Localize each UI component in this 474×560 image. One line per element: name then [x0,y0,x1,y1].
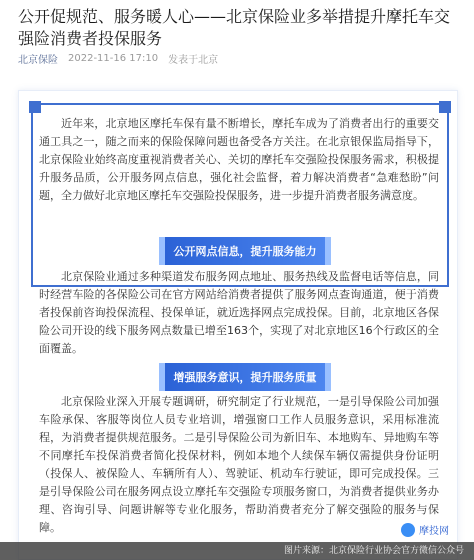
article-image-card [18,90,458,560]
publish-location: 发表于北京 [168,54,219,66]
publish-datetime: 2022-11-16 17:10 [68,52,159,64]
section1-paragraph: 北京保险业通过多种渠道发布服务网点地址、服务热线及监督电话等信息，同时经营车险的各保险公司在官方网站给消费者提供了服务网点查询通道，便于消费者投保前咨询投保流程、投保单证，就近选择网点完成投保。目前，北京地区各保险公司开设的线下服务网点数量已增至163个，实现了对北京地区16个行政区的全面覆盖。 [39,270,439,355]
article-title: 公开促规范、服务暖人心——北京保险业多举措提升摩托车交强险消费者投保服务 [18,7,451,48]
section2-paragraph: 北京保险业深入开展专题调研，研究制定了行业规范，一是引导保险公司加强车险承保、客服等岗位人员专业培训，增强窗口工作人员服务意识，采用标准流程，为消费者提供规范服务。二是引导保险公司为新旧车、本地购车、异地购车等不同摩托车投保消费者简化投保材料，例如本地个人续保车辆仅需提供身份证明（投保人、被保险人、车辆所有人）、驾驶证、机动车行驶证，即可完成投保。三是引导保险公司在服务网点设立摩托车交强险专项服务窗口，为消费者提供业务办理、咨询引导、问题讲解等专业化服务，帮助消费者充分了解交强险的服务与保障。 [39,395,439,534]
watermark [401,522,449,537]
frame-corner-icon [29,101,41,113]
intro-paragraph: 近年来，北京地区摩托车保有量不断增长，摩托车成为了消费者出行的重要交通工具之一，随之而来的保险保障问题也备受各方关注。在北京银保监局指导下，北京保险业始终高度重视消费者关心、关切的摩托车交强险投保服务需求，积极提升服务品质，公开服务网点信息，强化社会监督，着力解决消费者“急难愁盼”问题，全力做好北京地区摩托车交强险投保服务，进一步提升消费者服务满意度。 [39,117,439,202]
section-banner-1: 公开网点信息，提升服务能力 [159,237,331,265]
watermark-text: 摩投网 [419,526,449,537]
image-source-caption: 图片来源：北京保险行业协会官方微信公众号 [0,542,474,560]
frame-corner-icon [439,101,451,113]
section-banner-2: 增强服务意识，提升服务质量 [159,363,331,391]
article-meta [18,50,218,66]
account-name-link[interactable]: 北京保险 [18,54,58,66]
wechat-logo-icon [401,523,415,537]
